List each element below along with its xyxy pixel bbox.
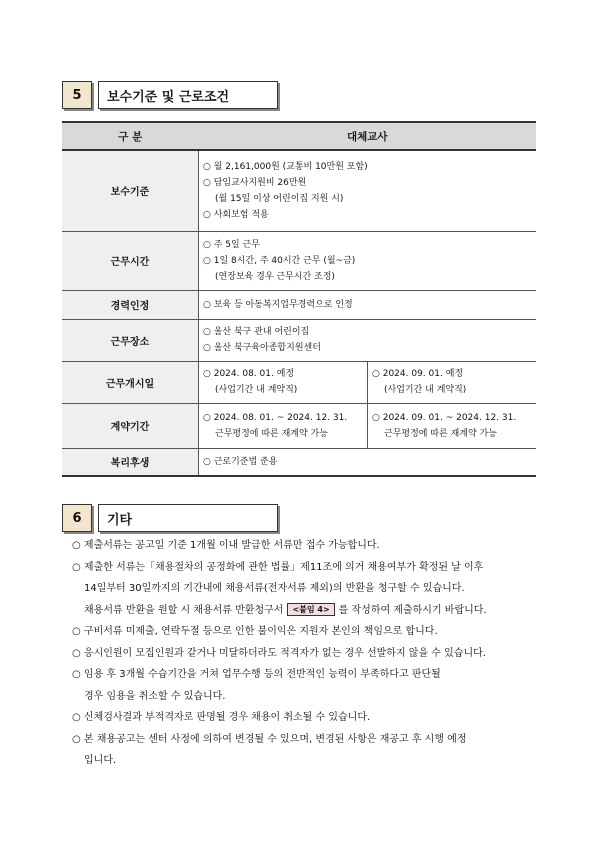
row-content-left <box>199 361 368 403</box>
row-label: 경력인정 <box>62 290 199 319</box>
section-number: 5 <box>62 81 92 109</box>
table-row <box>62 150 536 231</box>
content-line: (월 15일 이상 어린이집 지원 시) <box>215 193 344 204</box>
content-line: (사업기간 내 계약직) <box>215 385 298 395</box>
row-content <box>199 448 537 476</box>
content-line: ○ 월 2,161,000원 (교통비 10만원 포함) <box>203 161 368 172</box>
list-item: ○ 구비서류 미제출, 연락두절 등으로 인한 불이익은 지원자 본인의 책임으로 합니다. <box>72 626 438 637</box>
row-content-left <box>199 403 368 448</box>
row-content-right <box>368 403 536 448</box>
note-text: 를 작성하여 제출하시기 바랍니다. <box>338 604 487 616</box>
content-line: ○ 울산 북구육아종합지원센터 <box>203 343 321 353</box>
header-substitute-teacher: 대체교사 <box>199 122 537 150</box>
content-line: ○ 주 5일 근무 <box>203 239 260 250</box>
content-line: ○ 보육 등 아동복지업무경력으로 인정 <box>203 299 353 310</box>
content-line: ○ 2024. 08. 01. 예정 <box>203 369 295 379</box>
table-header-row <box>62 122 536 150</box>
table-row <box>62 448 536 476</box>
content-line: ○ 울산 북구 관내 어린이집 <box>203 327 310 337</box>
content-line: ○ 근로기준법 준용 <box>203 456 278 467</box>
content-line: 근무평정에 따른 재계약 가능 <box>215 428 328 439</box>
section-title: 보수기준 및 근로조건 <box>98 81 278 109</box>
attachment-tag: <붙임 4> <box>287 603 334 616</box>
row-content-right <box>368 361 536 403</box>
list-item: ○ 본 채용공고는 센터 사정에 의하여 변경될 수 있으며, 변경된 사항은 재공고 후 시행 예정 <box>72 733 467 745</box>
list-item-continued: 14일부터 30일까지의 기간내에 채용서류(전자서류 제외)의 반환을 청구할 수 있습니다. <box>84 583 465 594</box>
row-label: 계약기간 <box>62 403 199 448</box>
table-row <box>62 231 536 290</box>
list-item-continued: 입니다. <box>84 755 117 766</box>
section-5-header <box>62 81 278 109</box>
list-item: ○ 제출서류는 공고일 기준 1개월 이내 발급한 서류만 접수 가능합니다. <box>72 540 380 551</box>
row-label: 근무시간 <box>62 231 199 290</box>
list-item: ○ 신체검사결과 부적격자로 판명될 경우 채용이 취소될 수 있습니다. <box>72 712 371 723</box>
content-line: ○ 2024. 09. 01. 예정 <box>372 369 464 379</box>
list-item-continued: 경우 임용을 취소할 수 있습니다. <box>84 690 226 702</box>
content-line: ○ 사회보험 적용 <box>203 209 269 220</box>
row-content <box>199 231 537 290</box>
list-item: ○ 응시인원이 모집인원과 같거나 미달하더라도 적격자가 없는 경우 선발하지 않을 수 있습니다. <box>72 647 486 659</box>
section-6-header <box>62 504 278 532</box>
list-item-continued <box>72 600 542 622</box>
conditions-table <box>62 121 536 477</box>
list-item: ○ 임용 후 3개월 수습기간을 거쳐 업무수행 등의 전반적인 능력이 부족하다고 판단될 <box>72 669 441 680</box>
note-text: 채용서류 반환을 원할 시 채용서류 반환청구서 <box>84 604 284 616</box>
row-content <box>199 150 537 231</box>
content-line: 근무평정에 따른 재계약 가능 <box>384 428 497 439</box>
row-label: 보수기준 <box>62 150 199 231</box>
table-row <box>62 319 536 361</box>
notes-list <box>72 535 542 772</box>
row-label: 근무장소 <box>62 319 199 361</box>
content-line: ○ 담임교사지원비 26만원 <box>203 177 307 188</box>
row-content <box>199 319 537 361</box>
table-row <box>62 361 536 403</box>
section-title: 기타 <box>98 504 278 532</box>
table-row <box>62 290 536 319</box>
table-row <box>62 403 536 448</box>
row-label: 복리후생 <box>62 448 199 476</box>
content-line: ○ 2024. 08. 01. ~ 2024. 12. 31. <box>203 412 348 423</box>
row-content <box>199 290 537 319</box>
section-number: 6 <box>62 504 92 532</box>
list-item: ○ 제출한 서류는「채용절차의 공정화에 관한 법률」제11조에 의거 채용여부가 확정된 날 이후 <box>72 561 484 573</box>
content-line: (연장보육 경우 근무시간 조정) <box>215 271 335 282</box>
row-label: 근무개시일 <box>62 361 199 403</box>
content-line: (사업기간 내 계약직) <box>384 385 467 395</box>
header-category: 구 분 <box>62 122 199 150</box>
content-line: ○ 1일 8시간, 주 40시간 근무 (월~금) <box>203 255 356 266</box>
content-line: ○ 2024. 09. 01. ~ 2024. 12. 31. <box>372 412 517 423</box>
